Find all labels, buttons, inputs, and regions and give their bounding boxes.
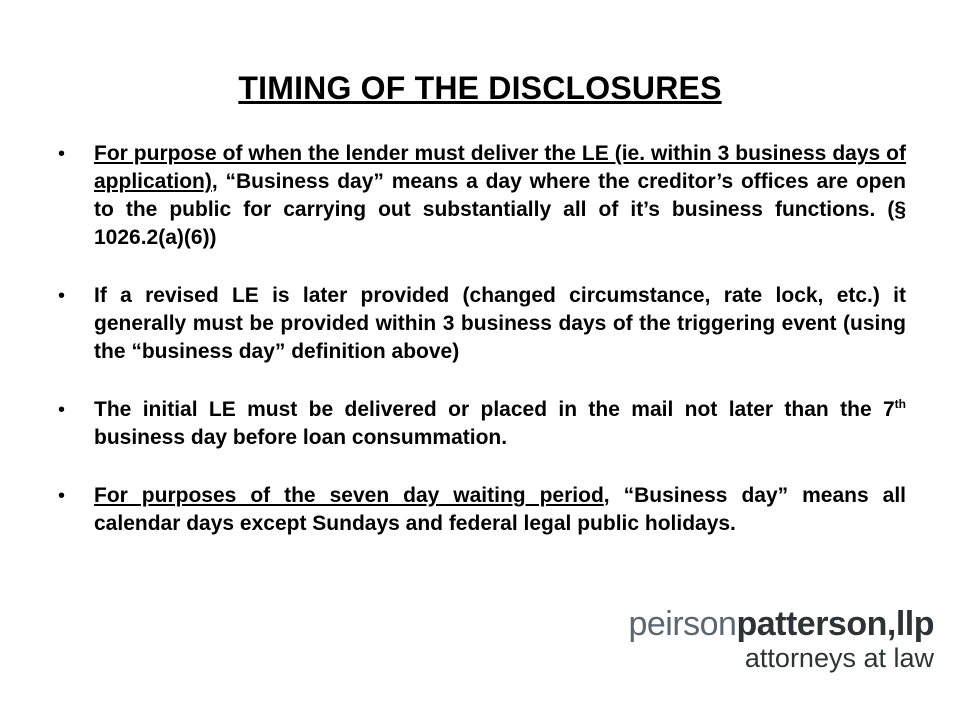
- bullet-icon: •: [58, 399, 66, 421]
- logo-wordmark: [628, 606, 934, 642]
- logo-part-light: peirson: [628, 605, 737, 643]
- superscript: th: [894, 397, 906, 411]
- bullet-icon: •: [58, 485, 66, 507]
- bullet-text: The initial LE must be delivered or placed in the mail not later than the 7: [94, 398, 895, 421]
- logo-tagline: attorneys at law: [744, 643, 934, 673]
- bullet-list: [58, 140, 906, 538]
- logo-part-bold: patterson,llp: [736, 605, 934, 643]
- bullet-item: [58, 282, 906, 366]
- bullet-text: If a revised LE is later provided (changed circumstance, rate lock, etc.) it generally must be provided within 3 business days of the triggering event (using the “business day” definition above): [94, 284, 906, 363]
- bullet-underlined-text: For purpose of when the lender must deliver the LE (ie. within 3 business days of application): [94, 142, 906, 193]
- bullet-item: [58, 482, 906, 538]
- bullet-text: business day before loan consummation.: [94, 426, 508, 449]
- bullet-item: [58, 396, 906, 452]
- bullet-item: [58, 140, 906, 252]
- bullet-underlined-text: For purposes of the seven day waiting period: [94, 484, 604, 507]
- slide-title: TIMING OF THE DISCLOSURES: [238, 70, 722, 106]
- bullet-text: , “Business day” means all calendar days except Sundays and federal legal public holidays.: [94, 484, 906, 535]
- bullet-icon: •: [58, 143, 66, 165]
- bullet-icon: •: [58, 285, 66, 307]
- bullet-text: , “Business day” means a day where the creditor’s offices are open to the public for carrying out substantially all of it’s business functions. (§ 1026.2(a)(6)): [94, 170, 906, 249]
- firm-logo: [628, 606, 934, 672]
